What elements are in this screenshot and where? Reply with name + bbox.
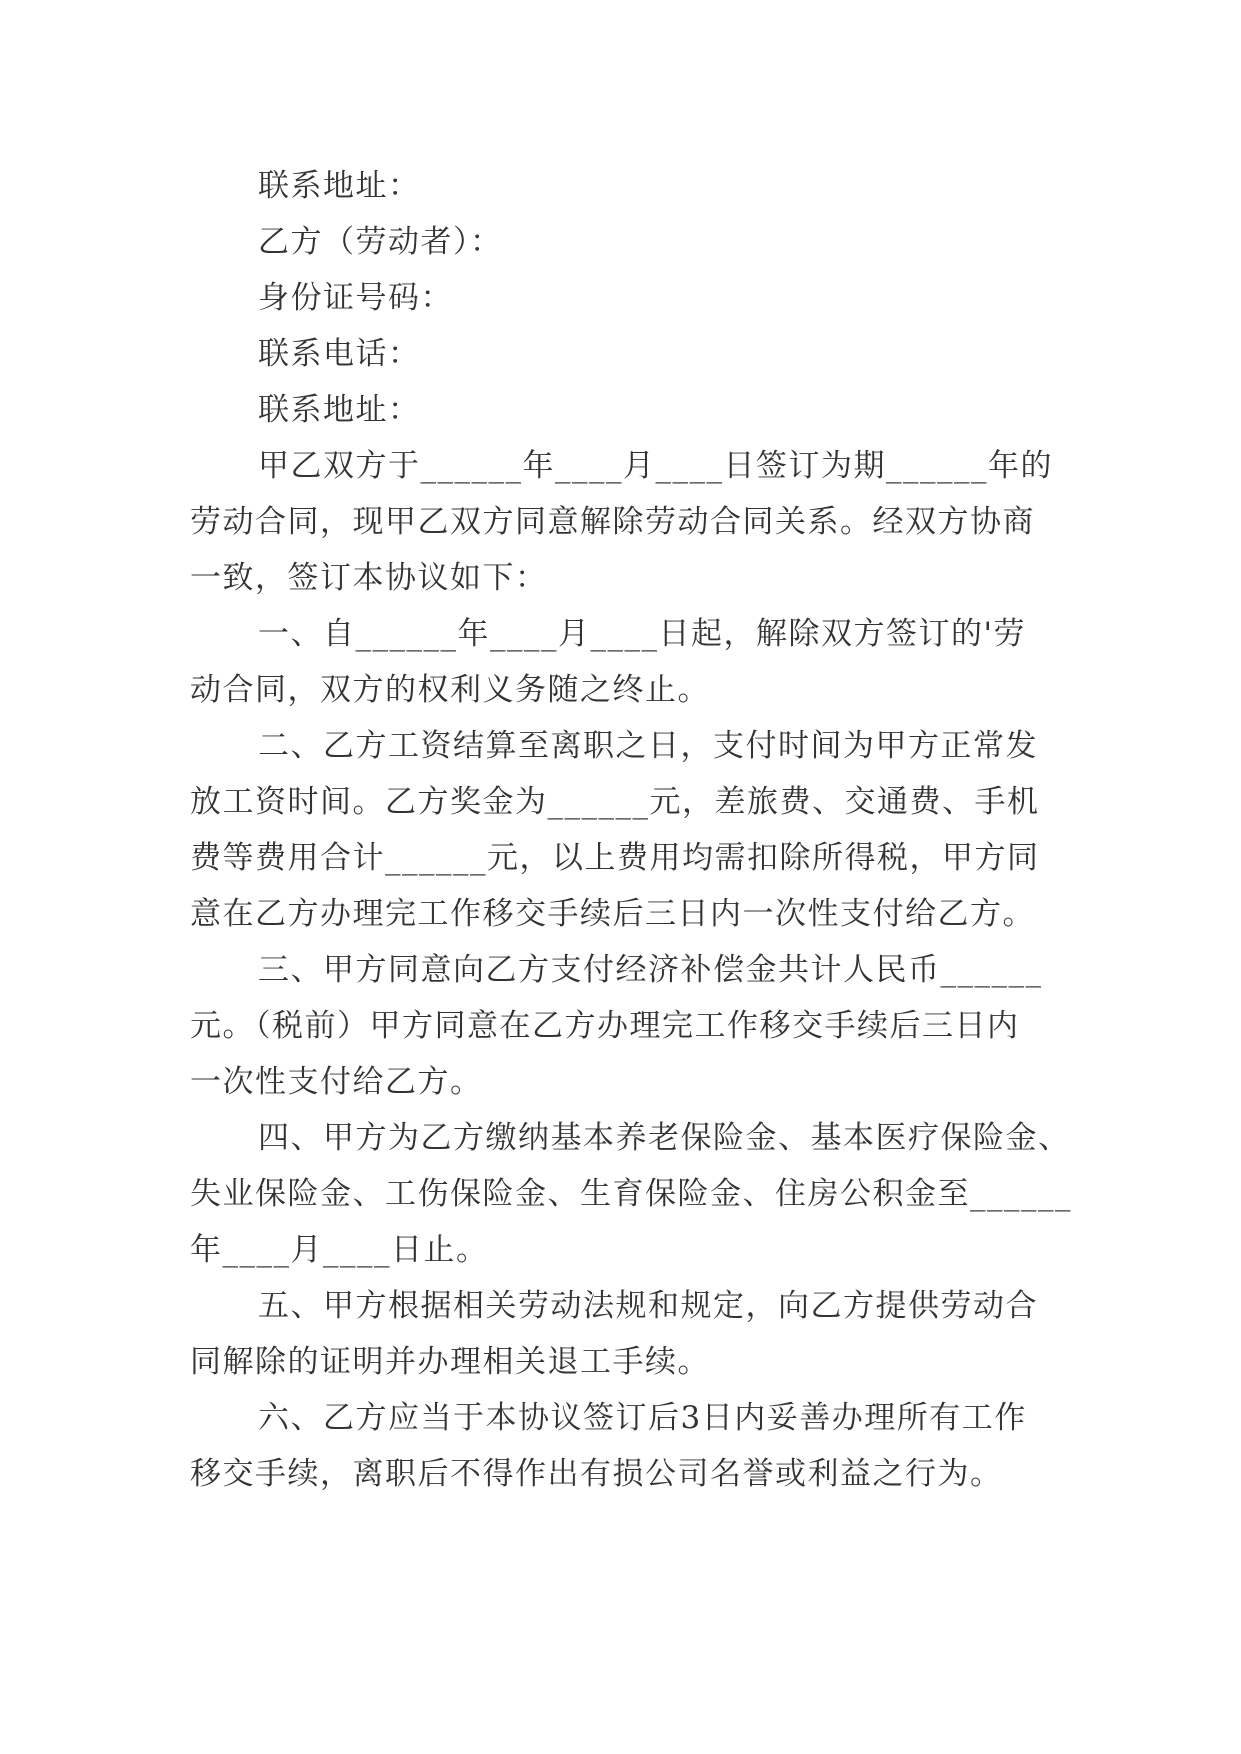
clause-4-line: 失业保险金、工伤保险金、生育保险金、住房公积金至______ [190, 1176, 1072, 1212]
clause-1-line: 一、自______年____月____日起，解除双方签订的'劳 [258, 616, 1027, 652]
contact-phone-label: 联系电话： [258, 336, 421, 372]
clause-2-line: 费等费用合计______元，以上费用均需扣除所得税，甲方同 [190, 840, 1040, 876]
clause-3-line: 三、甲方同意向乙方支付经济补偿金共计人民币______ [258, 952, 1043, 988]
clause-1-line: 动合同，双方的权利义务随之终止。 [190, 672, 710, 708]
clause-3-line: 元。（税前）甲方同意在乙方办理完工作移交手续后三日内 [190, 1008, 1020, 1044]
clause-2-line: 二、乙方工资结算至离职之日，支付时间为甲方正常发 [258, 728, 1038, 764]
intro-paragraph-line: 劳动合同，现甲乙双方同意解除劳动合同关系。经双方协商 [190, 504, 1035, 540]
clause-6-line: 六、乙方应当于本协议签订后3日内妥善办理所有工作 [258, 1400, 1027, 1436]
intro-paragraph-line: 甲乙双方于______年____月____日签订为期______年的 [258, 448, 1053, 484]
contact-address-label-b: 联系地址： [258, 392, 421, 428]
clause-5-line: 同解除的证明并办理相关退工手续。 [190, 1344, 710, 1380]
clause-5-line: 五、甲方根据相关劳动法规和规定，向乙方提供劳动合 [258, 1288, 1038, 1324]
contact-address-label-a: 联系地址： [258, 168, 421, 204]
clause-2-line: 放工资时间。乙方奖金为______元，差旅费、交通费、手机 [190, 784, 1040, 820]
party-b-label: 乙方（劳动者）： [258, 224, 503, 260]
clause-6-line: 移交手续，离职后不得作出有损公司名誉或利益之行为。 [190, 1456, 1003, 1492]
id-number-label: 身份证号码： [258, 280, 453, 316]
clause-3-line: 一次性支付给乙方。 [190, 1064, 483, 1100]
intro-paragraph-line: 一致，签订本协议如下： [190, 560, 548, 596]
clause-4-line: 四、甲方为乙方缴纳基本养老保险金、基本医疗保险金、 [258, 1120, 1071, 1156]
clause-2-line: 意在乙方办理完工作移交手续后三日内一次性支付给乙方。 [190, 896, 1035, 932]
clause-4-line: 年____月____日止。 [190, 1232, 489, 1268]
